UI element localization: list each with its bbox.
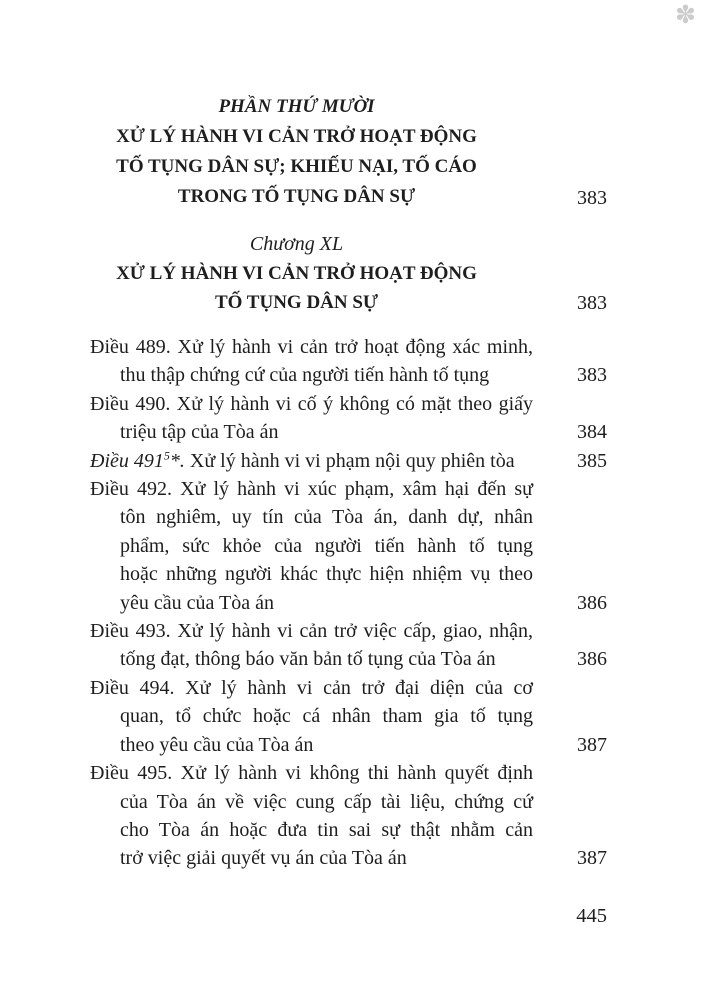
toc-entry-line (90, 617, 533, 645)
part-heading (90, 92, 607, 212)
toc-entry-text: theo yêu cầu của Tòa án (120, 733, 314, 756)
entry-page-number: 387 (577, 847, 607, 870)
toc-entry-segment: Xử lý hành vi vi phạm nội quy phiên tòa (189, 449, 515, 472)
chapter-title-line-1: XỬ LÝ HÀNH VI CẢN TRỞ HOẠT ĐỘNG (116, 263, 477, 284)
toc-entry-line (90, 702, 533, 730)
toc-entry-line (90, 532, 533, 560)
toc-entry-text: cho Tòa án hoặc đưa tin sai sự thật nhằm cản (120, 818, 533, 841)
entry-page-number: 384 (577, 421, 607, 444)
toc-entry-text: Điều 489. Xử lý hành vi cản trở hoạt động xác minh, (90, 336, 533, 358)
toc-entry-line (90, 731, 607, 759)
part-kicker: PHẦN THỨ MƯỜI (218, 96, 375, 117)
toc-entry-text: trở việc giải quyết vụ án của Tòa án (120, 847, 407, 870)
toc-entry-text: hoặc những người khác thực hiện nhiệm vụ theo (120, 563, 533, 586)
toc-entry-text: Điều 495. Xử lý hành vi không thi hành quyết định (90, 762, 533, 785)
toc-entry-segment: *. (169, 449, 190, 472)
toc-entry-line (90, 503, 533, 531)
chapter-kicker: Chương XL (249, 233, 344, 255)
toc-entry (90, 617, 607, 674)
toc-entry-text: triệu tập của Tòa án (120, 421, 279, 444)
chapter-title-line-2 (90, 288, 607, 317)
toc-entry-text: Điều 492. Xử lý hành vi xúc phạm, xâm hại đến sự (90, 478, 533, 501)
toc-entry-text: thu thập chứng cứ của người tiến hành tố tụng (120, 364, 490, 387)
toc-entry-line (90, 645, 607, 673)
toc-entry-text: quan, tổ chức hoặc cá nhân tham gia tố tụng (120, 705, 533, 728)
book-page-number: 445 (576, 905, 607, 927)
toc-entry-line (90, 844, 607, 872)
part-title-text: TRONG TỐ TỤNG DÂN SỰ (177, 186, 416, 207)
entry-page-number: 383 (577, 364, 607, 387)
toc-entry-line (90, 589, 607, 617)
toc-entry-text: Điều 490. Xử lý hành vi cố ý không có mặt theo giấy (90, 392, 533, 415)
entry-page-number: 386 (577, 591, 607, 614)
toc-entry-text: của Tòa án về việc cung cấp tài liệu, chứng cứ (120, 790, 533, 813)
toc-entry-line (90, 816, 533, 844)
toc-entry-line (90, 475, 533, 503)
entry-page-number: 387 (577, 733, 607, 756)
toc-entry (90, 390, 607, 447)
toc-entry-text: phẩm, sức khỏe của người tiến hành tố tụng (120, 534, 533, 557)
toc-entry-text: Điều 494. Xử lý hành vi cản trở đại diện của cơ (90, 676, 533, 699)
toc-entry-text: yêu cầu của Tòa án (120, 591, 274, 614)
toc-entry-text: tôn nghiêm, uy tín của Tòa án, danh dự, nhân (120, 506, 533, 529)
entry-page-number: 385 (577, 449, 607, 472)
toc-entry-line (90, 674, 533, 702)
toc-entry-line (90, 390, 533, 418)
page-content (90, 92, 607, 873)
toc-entry (90, 475, 607, 617)
toc-entry (90, 333, 607, 390)
footnote-superscript: 5 (163, 447, 170, 462)
entry-page-number: 386 (577, 648, 607, 671)
toc-entry (90, 759, 607, 873)
toc-entry-line (90, 560, 533, 588)
part-title-line-1: XỬ LÝ HÀNH VI CẢN TRỞ HOẠT ĐỘNG (116, 126, 477, 147)
toc-entry-text: Điều 493. Xử lý hành vi cản trở việc cấp, giao, nhận, (90, 620, 533, 643)
part-title-line-3 (90, 182, 607, 212)
toc-entry-line (90, 759, 533, 787)
toc-entry-text (90, 447, 515, 472)
toc-entry-text: tống đạt, thông báo văn bản tố tụng của Tòa án (120, 648, 496, 671)
chapter-title-text: TỐ TỤNG DÂN SỰ (214, 292, 379, 313)
chapter-page-number: 383 (577, 292, 607, 314)
toc-entry-line (90, 333, 533, 361)
toc-entry-segment: Điều 491 (90, 449, 164, 472)
toc-entry-line (90, 418, 607, 446)
toc-entry (90, 674, 607, 759)
toc-entry-line (90, 447, 607, 475)
toc-entry (90, 447, 607, 475)
part-title-line-2: TỐ TỤNG DÂN SỰ; KHIẾU NẠI, TỐ CÁO (116, 156, 477, 177)
chapter-heading (90, 230, 607, 317)
toc-entries (90, 333, 607, 873)
toc-entry-line (90, 788, 533, 816)
part-page-number: 383 (577, 187, 607, 209)
toc-entry-line (90, 361, 607, 389)
flower-ornament-icon: ✽ (675, 0, 696, 29)
